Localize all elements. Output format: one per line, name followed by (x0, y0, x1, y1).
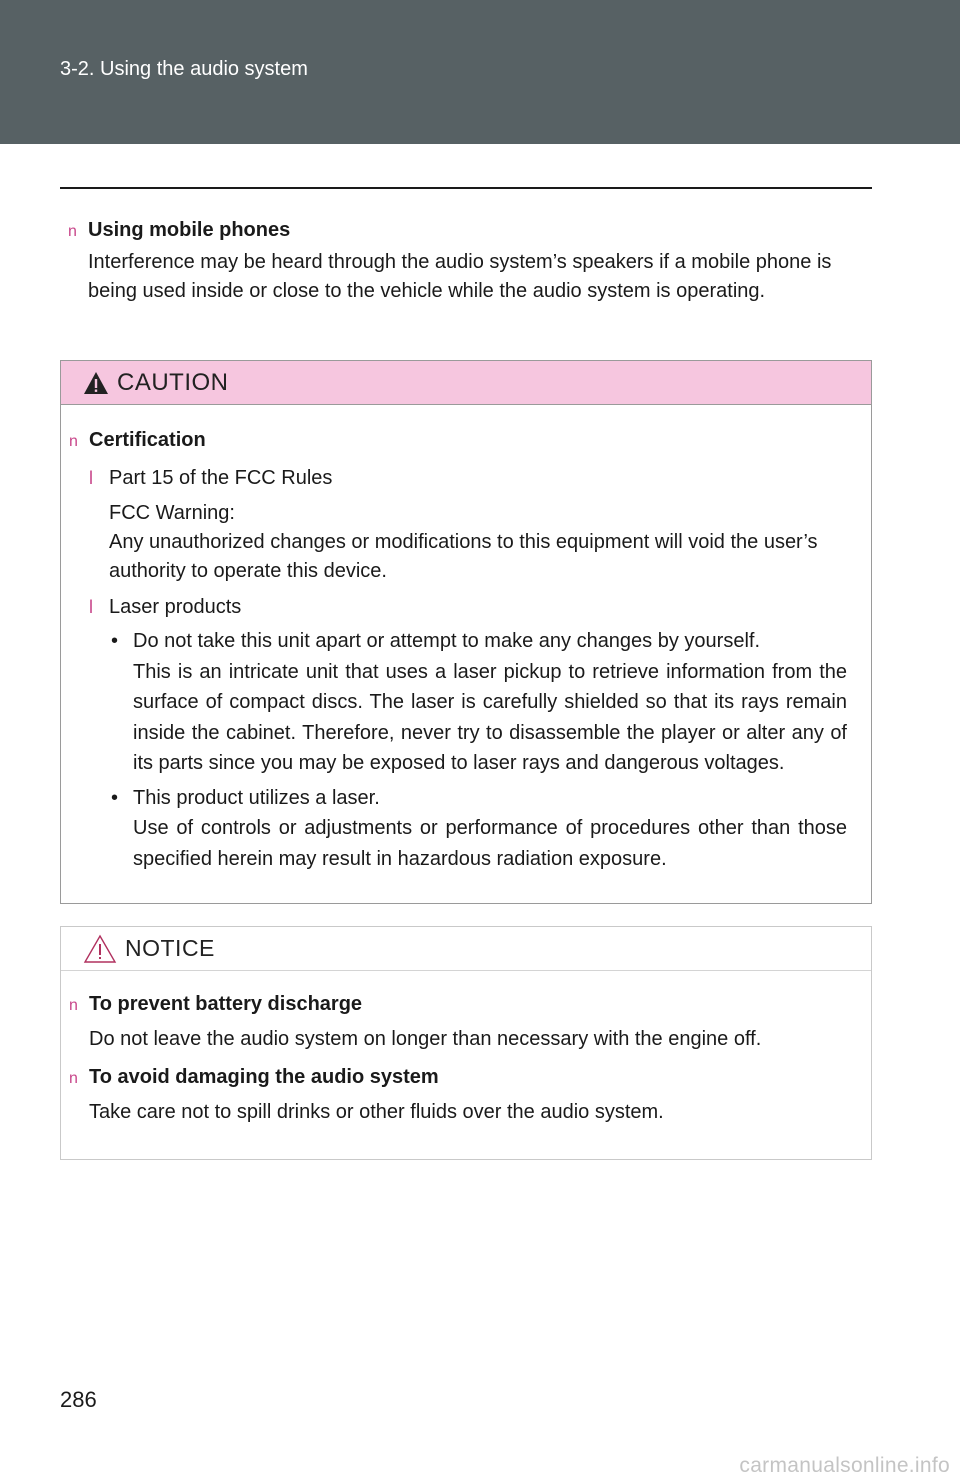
dot-bullet: • (111, 630, 119, 652)
fcc-warning-text (109, 499, 861, 586)
fcc-rules-item (89, 463, 861, 493)
section-heading (60, 214, 872, 248)
fcc-warning-body: Any unauthorized changes or modifications to this equipment will void the user’s authority to operate this device. (109, 531, 818, 582)
list-bullet: l (89, 597, 93, 617)
list-bullet: l (89, 468, 93, 488)
section-divider (60, 187, 872, 189)
notice-label: NOTICE (125, 935, 215, 961)
caution-header (61, 361, 871, 405)
notice-item-title: To avoid damaging the audio system (89, 1066, 439, 1088)
mobile-phone-section (60, 214, 872, 306)
section-bullet: n (68, 223, 77, 240)
section-text: Interference may be heard through the audio system’s speakers if a mobile phone is being used inside or close to the vehicle while the audio system is operating. (88, 251, 832, 302)
chapter-header-bar (0, 0, 960, 144)
dot-bullet: • (111, 786, 119, 809)
laser-products-title: Laser products (109, 596, 242, 618)
notice-header (61, 927, 871, 971)
certification-title: Certification (89, 429, 206, 451)
notice-item-title: To prevent battery discharge (89, 993, 363, 1015)
notice-bullet: n (69, 1070, 78, 1087)
laser-products-item (89, 592, 861, 622)
page-number: 286 (60, 1387, 97, 1412)
certification-heading (69, 425, 861, 457)
certification-bullet: n (69, 433, 78, 450)
notice-item-heading (69, 1062, 861, 1094)
dot-item-first-line: Do not take this unit apart or attempt to make any changes by yourself. (133, 630, 761, 652)
notice-body (61, 971, 871, 1127)
notice-bullet: n (69, 997, 78, 1014)
dot-item-text: This is an intricate unit that uses a laser pickup to retrieve information from the surface of compact discs. The laser is carefully shielded so that its rays remain inside the cabinet. Therefore, never try to disassemble the player or alter any of its parts since you may be exposed to laser rays and dangerous voltages. (133, 660, 847, 774)
chapter-title: 3-2. Using the audio system (60, 58, 308, 80)
caution-body (61, 405, 871, 874)
caution-box (60, 360, 872, 904)
dot-item-first-line: This product utilizes a laser. (133, 786, 380, 809)
warning-triangle-icon (83, 371, 109, 395)
fcc-warning-label: FCC Warning: (109, 502, 235, 524)
section-title: Using mobile phones (88, 219, 291, 241)
notice-item-text: Take care not to spill drinks or other fluids over the audio system. (89, 1101, 664, 1123)
notice-item-heading (69, 989, 861, 1021)
caution-label: CAUTION (117, 368, 229, 396)
laser-dot-item (109, 626, 861, 779)
dot-item-text: Use of controls or adjustments or performance of procedures other than those specified herein may result in hazardous radiation exposure. (133, 817, 847, 870)
notice-box (60, 926, 872, 1160)
notice-item-text: Do not leave the audio system on longer than necessary with the engine off. (89, 1028, 762, 1050)
watermark: carmanualsonline.info (739, 1454, 950, 1477)
laser-dot-item (109, 783, 861, 875)
warning-triangle-outline-icon (83, 934, 117, 964)
fcc-rules-title: Part 15 of the FCC Rules (109, 467, 333, 489)
